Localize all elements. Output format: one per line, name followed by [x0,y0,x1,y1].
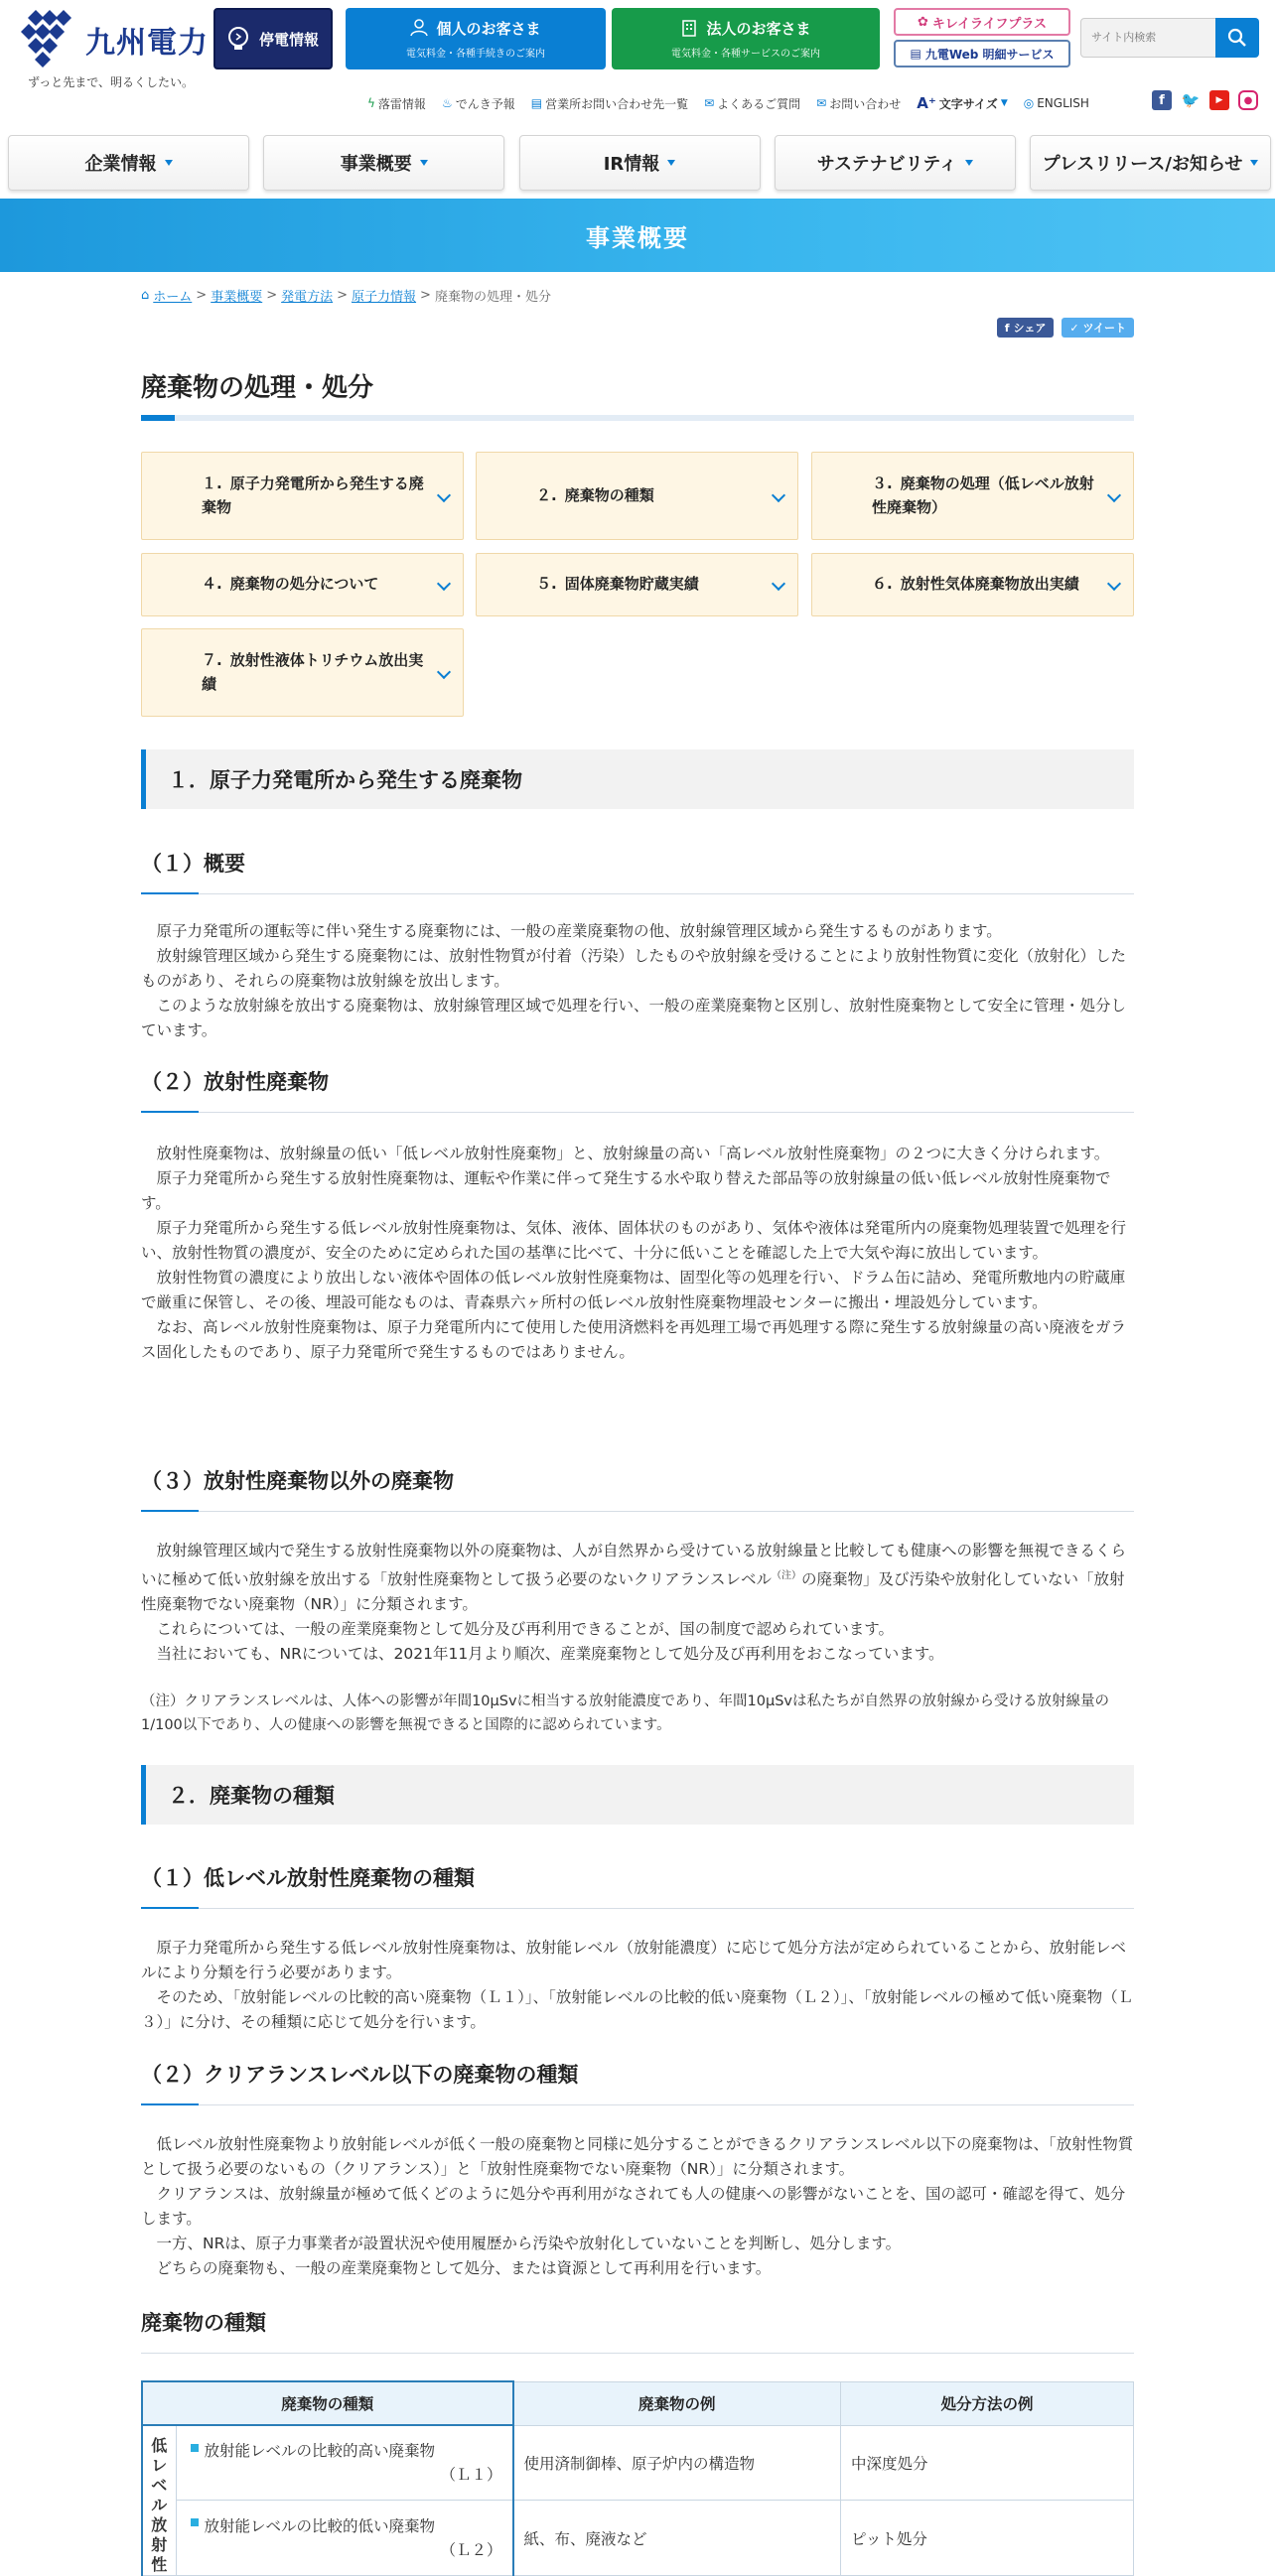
lightbulb-icon [227,26,249,52]
breadcrumb-current: 廃棄物の処理・処分 [434,290,551,305]
nav-item-corporate[interactable]: 企業情報 [8,135,249,191]
utility-links [367,92,1089,114]
logo-tagline: ずっと先まで、明るくしたい。 [28,75,195,89]
instagram-icon[interactable]: ● [1238,90,1258,110]
kirei-life-plus-button[interactable] [894,8,1070,36]
subsection-heading-overview: （１）概要 [141,848,1134,894]
breadcrumb-generation[interactable]: 発電方法 [281,290,334,305]
table-cell-example: 使用済制御棒、原子炉内の構造物 [513,2425,841,2501]
text-size-toggle[interactable]: A⁺ 文字サイズ ▼ [917,94,1008,112]
toc-item-3[interactable]: ３. 廃棄物の処理（低レベル放射性廃棄物） [811,452,1134,540]
util-link-contact[interactable]: ✉ お問い合わせ [816,96,902,111]
youtube-icon[interactable]: ▶ [1209,90,1229,110]
facebook-share-button[interactable]: f シェア [997,318,1055,338]
section-heading-2: ２．廃棄物の種類 [141,1765,1134,1825]
caret-down-icon [965,160,973,166]
caret-down-icon [667,160,675,166]
section-banner: 事業概要 [0,199,1275,272]
web-statement-button[interactable] [894,40,1070,68]
search-button[interactable] [1215,18,1259,58]
forecast-icon: ♨ [441,96,453,110]
breadcrumb-separator: > [196,288,208,303]
site-logo[interactable] [22,8,211,87]
facebook-icon[interactable]: f [1152,90,1172,110]
low-level-text: 原子力発電所から発生する低レベル放射性廃棄物は、放射能レベル（放射能濃度）に応じて処分方法が定められていることから、放射能レベルにより分類を行う必要があります。 そのため、「放射能レベルの比較的高い廃棄物（Ｌ１）」、「放射能レベルの比較的低い廃棄物（Ｌ２）」、「放射能レベルの極めて低い廃棄物（Ｌ３）」に分け、その種類に応じて処分を行います。 [141,1939,1134,2031]
breadcrumb-separator: > [337,288,349,303]
global-nav [8,135,1271,191]
breadcrumb-nuclear[interactable]: 原子力情報 [352,290,417,305]
util-link-faq[interactable]: ✉ よくあるご質問 [704,96,801,111]
caret-down-icon [165,160,173,166]
nav-item-business[interactable]: 事業概要 [263,135,504,191]
statement-icon: ▤ [910,47,921,61]
toc-item-5[interactable]: ５. 固体廃棄物貯蔵実績 [476,553,798,616]
table-cell-type: 放射能レベルの比較的低い廃棄物 （Ｌ２） [176,2501,513,2576]
twitter-icon[interactable]: 🐦 [1181,91,1201,109]
table-header: 廃棄物の種類 [142,2381,513,2425]
kyuden-logo-icon [22,8,77,64]
list-icon: ▤ [530,96,543,110]
subsection-heading-non-radioactive: （３）放射性廃棄物以外の廃棄物 [141,1465,1134,1512]
toc-item-2[interactable]: ２. 廃棄物の種類 [476,452,798,540]
search-input[interactable] [1080,18,1217,58]
table-header: 廃棄物の例 [513,2381,841,2425]
caret-down-icon [420,160,428,166]
note-marker: （注） [772,1570,802,1581]
overview-text: 原子力発電所の運転等に伴い発生する廃棄物には、一般の産業廃棄物の他、放射線管理区域から発生するものがあります。 放射線管理区域から発生する廃棄物には、放射性物質が付着（汚染）したものや放射線を受けることにより放射性物質に変化（放射化）したものがあり、それらの廃棄物は放射線を放出します。 このような放射線を放出する廃棄物は、放射線管理区域で処理を行い、一般の産業廃棄物と区別し、放射性廃棄物として安全に管理・処分しています。 [141,922,1127,1039]
table-cell-method: 中深度処分 [841,2425,1134,2501]
toc-item-6[interactable]: ６. 放射性気体廃棄物放出実績 [811,553,1134,616]
table-cell-method: ピット処分 [841,2501,1134,2576]
breadcrumb-separator: > [266,288,278,303]
social-links [1152,90,1258,110]
corporate-customer-label: 法人のお客さま [706,20,811,38]
outage-info-label: 停電情報 [258,30,319,49]
nav-item-press[interactable]: プレスリリース/お知らせ [1030,135,1271,191]
breadcrumb [141,286,1134,305]
tweet-button[interactable]: ✓ ツイート [1062,318,1134,338]
util-link-forecast[interactable]: ♨ でんき予報 [441,96,515,111]
table-header: 処分方法の例 [841,2381,1134,2425]
building-icon [680,19,698,37]
toc-item-7[interactable]: ７. 放射性液体トリチウム放出実績 [141,628,464,717]
breadcrumb-business[interactable]: 事業概要 [211,290,263,305]
radioactive-text: 放射性廃棄物は、放射線量の低い「低レベル放射性廃棄物」と、放射線量の高い「高レベル放射性廃棄物」の２つに大きく分けられます。 原子力発電所から発生する放射性廃棄物は、運転や作業に伴って発生する水や取り替えた部品等の放射線量の低い低レベル放射性廃棄物です。 原子力発電所から発生する低レベル放射性廃棄物は、気体、液体、固体状のものがあり、気体や液体は発電所内の廃棄物処理装置で処理を行い、放射性物質の濃度が、安全のために定められた国の基準に比べて、十分に低いことを確認した上で大気や海に放出しています。 放射性物質の濃度により放出しない液体や固体の低レベル放射性廃棄物は、固型化等の処理を行い、ドラム缶に詰め、発電所敷地内の貯蔵庫で厳重に保管し、その後、埋設可能なものは、青森県六ヶ所村の低レベル放射性廃棄物埋設センターに搬出・埋設処分しています。 なお、高レベル放射性廃棄物は、原子力発電所内にて使用した使用済燃料を再処理工場で再処理する際に発生する放射線量の高い廃液をガラス固化したものであり、原子力発電所で発生するものではありません。 [141,1145,1127,1361]
waste-types-table [141,2380,1134,2576]
table-cell-example: 紙、布、廃液など [513,2501,841,2576]
kirei-icon: ✿ [918,14,928,30]
subsection-heading-radioactive: （２）放射性廃棄物 [141,1066,1134,1113]
lightning-icon: ϟ [367,96,375,110]
personal-customer-sub: 電気料金・各種手続きのご案内 [406,49,545,60]
table-row [142,2425,1134,2501]
section-heading-1: １．原子力発電所から発生する廃棄物 [141,749,1134,809]
subsection-heading-low-level: （１）低レベル放射性廃棄物の種類 [141,1862,1134,1909]
facebook-icon: f [1004,321,1010,335]
clearance-text: 低レベル放射性廃棄物より放射能レベルが低く一般の廃棄物と同様に処分することができるクリアランスレベル以下の廃棄物は、「放射性物質として扱う必要のないもの（クリアランス）」と「放射性廃棄物でない廃棄物（NR）」に分類されます。 クリアランスは、放射線量が極めて低くどのように処分や再利用がなされても人の健康への影響がないことを、国の認可・確認を得て、処分します。 一方、NRは、原子力事業者が設置状況や使用履歴から汚染や放射化していないことを判断し、処分します。 どちらの廃棄物も、一般の産業廃棄物として処分、または資源として再利用を行います。 [141,2135,1134,2277]
util-link-offices[interactable]: ▤ 営業所お問い合わせ先一覧 [530,96,689,111]
vertical-group-label: 低 レ ベ ル 放 射 性 [151,2436,168,2574]
share-buttons [997,318,1134,338]
clearance-note: （注）クリアランスレベルは、人体への影響が年間10μSvに相当する放射能濃度であり、年間10μSvは私たちが自然界の放射線から受ける放射線量の1/100以下であり、人の健康への影響を無視できると国際的に認められています。 [141,1694,1109,1733]
subsection-heading-clearance: （２）クリアランスレベル以下の廃棄物の種類 [141,2059,1134,2105]
logo-name: 九州電力 [85,26,209,61]
table-header-row [142,2381,1134,2425]
breadcrumb-separator: > [420,288,431,303]
breadcrumb-home[interactable]: ホーム [153,290,193,305]
person-icon [410,19,428,37]
table-group-label [142,2425,176,2576]
toc-item-1[interactable]: １. 原子力発電所から発生する廃棄物 [141,452,464,540]
page-title: 廃棄物の処理・処分 [141,373,374,403]
mail-icon: ✉ [816,96,827,110]
title-underline [141,415,1134,421]
non-radioactive-text: 放射線管理区域内で発生する放射性廃棄物以外の廃棄物は、人が自然界から受けている放射線量と比較しても健康への影響を無視できるくらいに極めて低い放射線を放出する「放射性廃棄物として扱う必要のないクリアランスレベル$^{(注)}$の廃棄物」及び汚染や放射化していない「放射性廃棄物でない廃棄物（NR）」に分類されます。 これらについては、一般の産業廃棄物として処分及び再利用できることが、国の制度で認められています。 当社においても、NRについては、2021年11月より順次、産業廃棄物として処分及び再利用をおこなっています。 [141,1542,1127,1663]
nav-item-sustainability[interactable]: サステナビリティ [775,135,1016,191]
twitter-icon: ✓ [1069,321,1079,335]
util-link-lightning[interactable]: ϟ 落雷情報 [367,96,426,111]
outage-info-button[interactable] [213,8,333,69]
toc-item-4[interactable]: ４. 廃棄物の処分について [141,553,464,616]
home-icon: ⌂ [141,288,150,303]
kirei-label: キレイライフプラス [931,16,1047,32]
web-statement-label: 九電Web 明細サービス [924,47,1055,62]
corporate-customer-sub: 電気料金・各種サービスのご案内 [671,49,820,60]
globe-icon: ◎ [1023,96,1035,110]
personal-customer-label: 個人のお客さま [436,20,541,38]
text-size-icon: A⁺ [917,94,936,112]
waste-types-table-title: 廃棄物の種類 [141,2307,1134,2354]
caret-down-icon [1250,160,1258,166]
english-link[interactable]: ◎ ENGLISH [1023,96,1089,110]
nav-item-ir[interactable]: IR情報 [519,135,761,191]
site-header [0,0,1275,129]
main-content [141,286,1134,2574]
table-cell-type: 放射能レベルの比較的高い廃棄物 （Ｌ１） [176,2425,513,2501]
search-icon [1227,28,1247,48]
caret-down-icon: ▼ [1000,98,1008,108]
faq-icon: ✉ [704,96,715,110]
corporate-customer-button[interactable] [612,8,880,69]
table-row [142,2501,1134,2576]
site-search [1080,18,1259,58]
personal-customer-button[interactable] [346,8,606,69]
